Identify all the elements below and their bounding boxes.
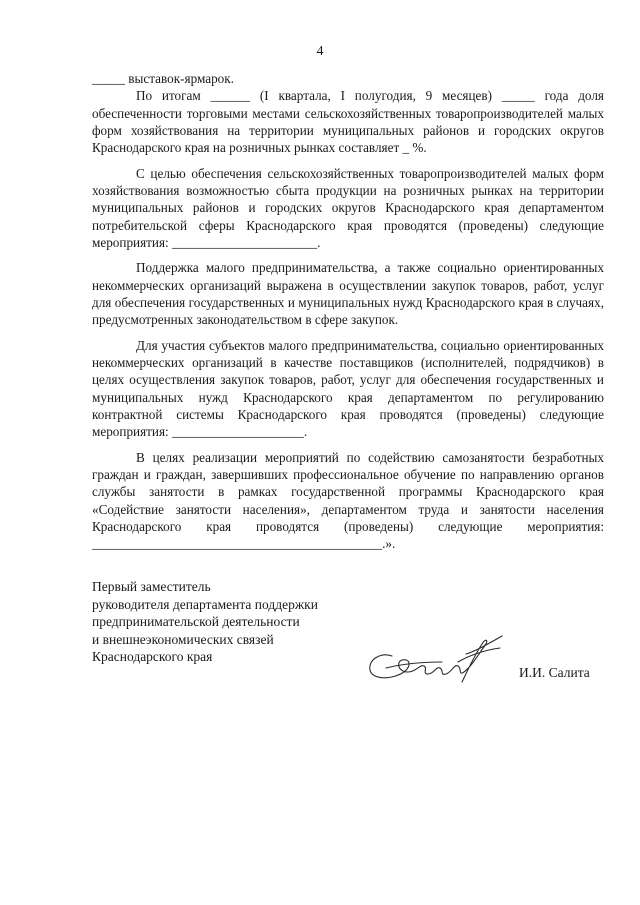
document-body — [92, 70, 604, 561]
page-number: 4 — [316, 44, 324, 59]
paragraph-exhibitions: _____ выставок-ярмарок. — [92, 71, 234, 86]
signer-name: И.И. Салита — [519, 665, 590, 680]
position-line: Первый заместитель — [92, 579, 211, 594]
position-line: Краснодарского края — [92, 649, 213, 665]
signatory-position — [92, 578, 318, 666]
position-line: руководителя департамента поддержки — [92, 596, 318, 612]
position-line: предпринимательской деятельности — [92, 614, 300, 630]
paragraph-market-share: По итогам ______ (I квартала, I полугодия, 9 месяцев) _____ года доля обеспеченности торговыми местами сельскохозяйственных товаропроизводителей малых форм хозяйствования на территории муниципальных районов и городских округов Краснодарского края на розничных рынках составляет _ %. — [92, 88, 604, 156]
paragraph-small-business-support: Поддержка малого предпринимательства, а также социально ориентированных некоммерческих организаций выражена в осуществлении закупок товаров, работ, услуг для обеспечения государственных и муниципальных нужд Краснодарского края в случаях, предусмотренных законодательством в сфере закупок. — [92, 260, 604, 328]
paragraph-self-employment-measures: В целях реализации мероприятий по содействию самозанятости безработных граждан и граждан, завершивших профессиональное обучение по направлению органов службы занятости в рамках государственной программы Краснодарского края «Содействие занятости населения», департаментом труда и занятости населения Краснодарского края проводятся (проведены) следующие мероприятия: ____________________________________________.». — [92, 449, 604, 552]
position-line: и внешнеэкономических связей — [92, 631, 274, 647]
handwritten-signature — [362, 622, 512, 688]
paragraph-consumer-dept-measures: С целью обеспечения сельскохозяйственных товаропроизводителей малых форм хозяйствования возможностью сбыта продукции на розничных рынках на территории муниципальных районов и городских округов Краснодарского края департаментом потребительской сферы Краснодарского края проводятся (проведены) следующие мероприятия: ______________________. — [92, 165, 604, 250]
paragraph-contract-system-measures: Для участия субъектов малого предпринимательства, социально ориентированных некоммерческих организаций в качестве поставщиков (исполнителей, подрядчиков) в целях осуществления закупок товаров, работ, услуг для обеспечения государственных и муниципальных нужд Краснодарского края департаментом по регулированию контрактной системы Краснодарского края проводятся (проведены) следующие мероприятия: ____________________. — [92, 337, 604, 440]
